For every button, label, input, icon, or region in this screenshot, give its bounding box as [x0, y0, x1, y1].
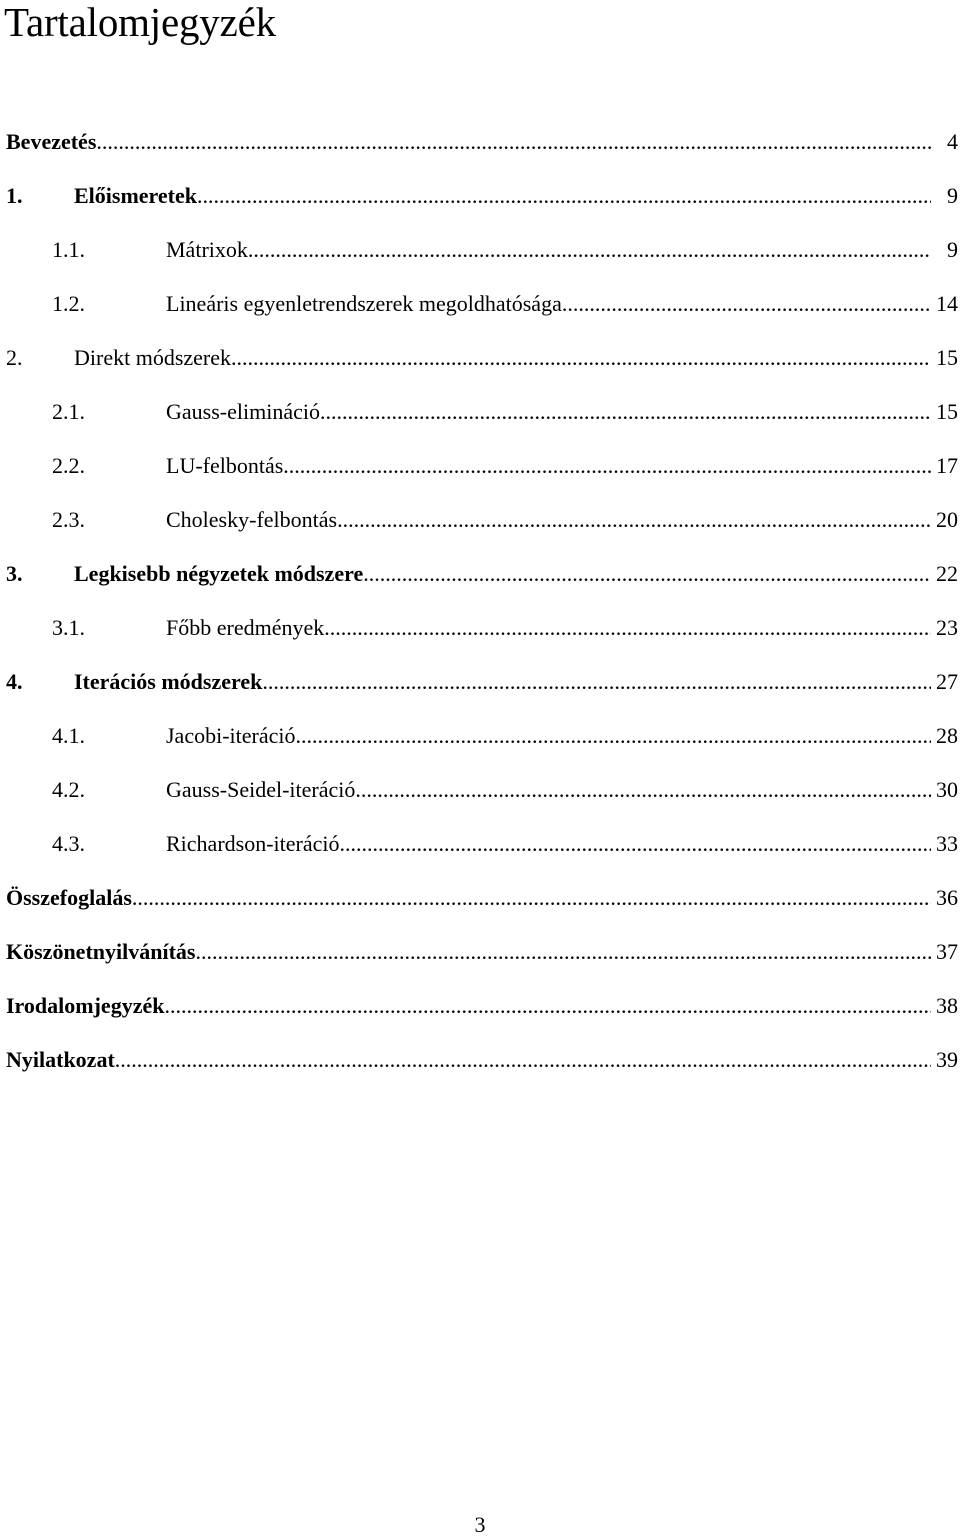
dot-leader [197, 182, 931, 210]
toc-entry-label: Richardson-iteráció [166, 831, 340, 856]
dot-leader [320, 398, 931, 426]
toc-entry-number: 1.1. [52, 237, 85, 262]
toc-entry-label: Főbb eredmények [166, 615, 325, 640]
toc-entry-koszonetnyilvanitas[interactable] [6, 938, 958, 966]
toc-entry-number: 1. [6, 183, 23, 208]
toc-entry-label: Előismeretek [74, 183, 198, 208]
toc-entry-page: 4 [947, 129, 958, 154]
toc-entry-label: Lineáris egyenletrendszerek megoldhatósága [166, 291, 562, 316]
toc-entry-number: 3.1. [52, 615, 85, 640]
toc-entry-label: Direkt módszerek [74, 345, 231, 370]
toc-entry-jacobi[interactable] [6, 722, 958, 750]
toc-entry-page: 39 [936, 1047, 958, 1072]
toc-entry-page: 30 [936, 777, 958, 802]
toc-entry-number: 4.2. [52, 777, 85, 802]
toc-entry-matrixok[interactable] [6, 236, 958, 264]
toc-entry-lu-felbontas[interactable] [6, 452, 958, 480]
toc-entry-page: 15 [936, 345, 958, 370]
toc-entry-label: Iterációs módszerek [74, 669, 263, 694]
toc-entry-page: 14 [936, 291, 958, 316]
toc-entry-label: Mátrixok [166, 237, 248, 262]
toc-entry-number: 4.1. [52, 723, 85, 748]
toc-entry-page: 20 [936, 507, 958, 532]
toc-entry-page: 9 [947, 183, 958, 208]
toc-entry-label: Gauss-Seidel-iteráció [166, 777, 356, 802]
toc-entry-page: 28 [936, 723, 958, 748]
dot-leader [195, 938, 931, 966]
dot-leader [340, 830, 932, 858]
toc-entry-direkt[interactable] [6, 344, 958, 372]
dot-leader [337, 506, 931, 534]
toc-entry-page: 27 [936, 669, 958, 694]
dot-leader [363, 560, 931, 588]
toc-entry-page: 36 [936, 885, 958, 910]
toc-entry-label: Cholesky-felbontás [166, 507, 338, 532]
dot-leader [231, 344, 931, 372]
page-title: Tartalomjegyzék [4, 0, 276, 45]
toc-entry-page: 23 [936, 615, 958, 640]
toc-entry-number: 2.1. [52, 399, 85, 424]
dot-leader [132, 884, 931, 912]
toc-entry-cholesky[interactable] [6, 506, 958, 534]
dot-leader [164, 992, 931, 1020]
toc-entry-page: 22 [936, 561, 958, 586]
toc-entry-label: LU-felbontás [166, 453, 284, 478]
dot-leader [96, 128, 931, 156]
toc-entry-number: 1.2. [52, 291, 85, 316]
toc-entry-label: Összefoglalás [6, 885, 132, 910]
toc-entry-linearis[interactable] [6, 290, 958, 318]
toc-entry-number: 4. [6, 669, 23, 694]
toc-entry-label: Jacobi-iteráció [166, 723, 296, 748]
toc-entry-page: 17 [936, 453, 958, 478]
toc-entry-number: 2. [6, 345, 23, 370]
toc-entry-page: 33 [936, 831, 958, 856]
toc-entry-page: 38 [936, 993, 958, 1018]
toc-entry-label: Nyilatkozat [6, 1047, 115, 1072]
toc-entry-legkisebb-negyzetek[interactable] [6, 560, 958, 588]
dot-leader [296, 722, 932, 750]
toc-entry-irodalomjegyzek[interactable] [6, 992, 958, 1020]
toc-entry-richardson[interactable] [6, 830, 958, 858]
dot-leader [248, 236, 931, 264]
toc-entry-page: 37 [936, 939, 958, 964]
dot-leader [324, 614, 931, 642]
toc-entry-iteracios[interactable] [6, 668, 958, 696]
toc-entry-gauss-seidel[interactable] [6, 776, 958, 804]
dot-leader [355, 776, 931, 804]
toc-entry-number: 3. [6, 561, 23, 586]
toc-entry-eloismeretek[interactable] [6, 182, 958, 210]
dot-leader [283, 452, 931, 480]
dot-leader [262, 668, 931, 696]
toc-entry-page: 15 [936, 399, 958, 424]
toc-entry-gauss-eliminacio[interactable] [6, 398, 958, 426]
toc-entry-number: 2.3. [52, 507, 85, 532]
toc-entry-fobb-eredmenyek[interactable] [6, 614, 958, 642]
toc-entry-label: Gauss-elimináció [166, 399, 320, 424]
toc-entry-number: 4.3. [52, 831, 85, 856]
dot-leader [115, 1046, 931, 1074]
dot-leader [562, 290, 931, 318]
toc-entry-bevezetes[interactable] [6, 128, 958, 156]
toc-entry-number: 2.2. [52, 453, 85, 478]
toc-entry-nyilatkozat[interactable] [6, 1046, 958, 1074]
page-number: 3 [474, 1512, 486, 1537]
toc-entry-page: 9 [947, 237, 958, 262]
toc-entry-label: Bevezetés [6, 129, 97, 154]
toc-entry-osszefoglalas[interactable] [6, 884, 958, 912]
toc-entry-label: Irodalomjegyzék [6, 993, 165, 1018]
toc-entry-label: Köszönetnyilvánítás [6, 939, 196, 964]
toc-entry-label: Legkisebb négyzetek módszere [74, 561, 364, 586]
